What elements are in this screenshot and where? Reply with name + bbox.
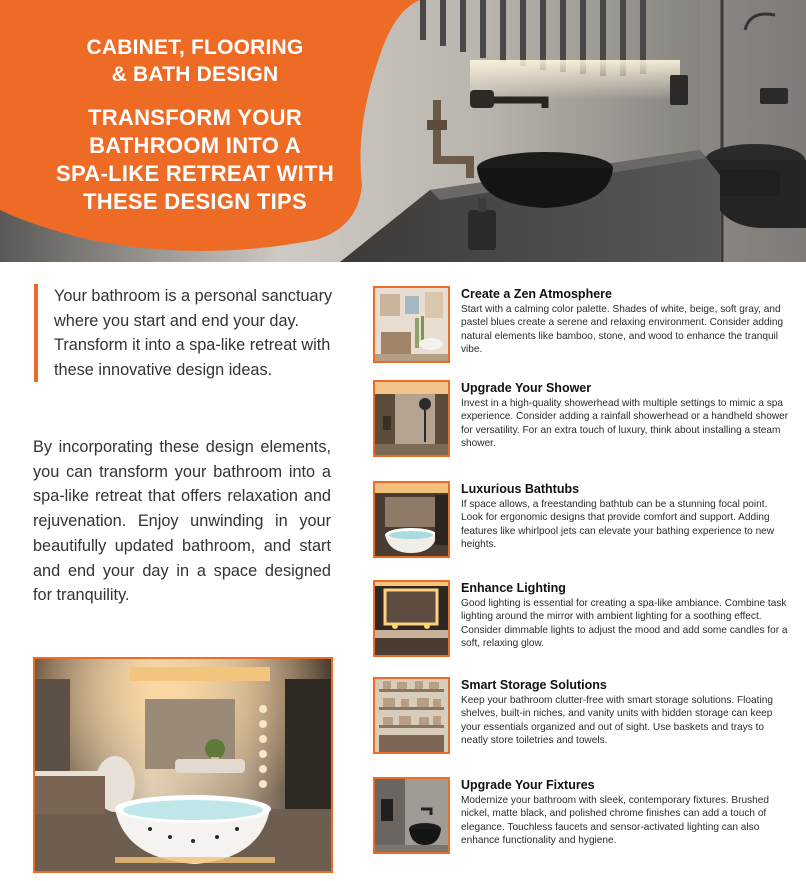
- tip-body: Good lighting is essential for creating a spa-like ambiance. Combine task lighting around the mirror with ambient lighting for a soothing effect. Consider dimmable lights to adjust the mood and add some candles for a soft, relaxing glow.: [461, 598, 788, 650]
- tip-title: Luxurious Bathtubs: [461, 482, 580, 496]
- tip-thumbnail-storage: [373, 677, 450, 754]
- hero-title: TRANSFORM YOUR BATHROOM INTO A SPA-LIKE RETREAT WITH THESE DESIGN TIPS: [55, 105, 335, 214]
- spa-bathroom-photo: [33, 657, 333, 873]
- tip-title: Smart Storage Solutions: [461, 678, 607, 692]
- intro-text: Your bathroom is a personal sanctuary where you start and end your day. Transform it into a spa-like retreat with these innovative design ideas.: [54, 287, 333, 379]
- summary-text: By incorporating these design elements, you can transform your bathroom into a spa-like retreat that offers relaxation and rejuvenation. Enjoy unwinding in your beautifully updated bathroom, and start and end your day in a space designed for tranquility.: [33, 438, 331, 605]
- tip-body: Modernize your bathroom with sleek, contemporary fixtures. Brushed nickel, matte black, and polished chrome finishes can add a touch of elegance. Touchless faucets and sensor-activated lighting can also enhance functionality and hygiene.: [461, 795, 769, 847]
- tip-thumbnail-shower: [373, 380, 450, 457]
- tip-body: Keep your bathroom clutter-free with smart storage solutions. Floating shelves, built-in niches, and vanity units with hidden storage can keep your essentials organized and out of sight. Use baskets and trays to neatly store toiletries and towels.: [461, 695, 773, 747]
- tip-title: Upgrade Your Shower: [461, 381, 592, 395]
- tip-thumbnail-zen: [373, 286, 450, 363]
- tip-title: Enhance Lighting: [461, 581, 566, 595]
- tip-title: Upgrade Your Fixtures: [461, 778, 595, 792]
- tip-title: Create a Zen Atmosphere: [461, 287, 612, 301]
- spa-bathroom-illustration: [35, 659, 331, 871]
- tip-thumbnail-bathtub: [373, 481, 450, 558]
- hero-text-block: [0, 0, 400, 262]
- tip-thumbnail-fixtures: [373, 777, 450, 854]
- tip-body: Invest in a high-quality showerhead with multiple settings to mimic a spa experience. Consider adding a rainfall showerhead or a handheld shower for versatility. For an extra touch of luxury, think about installing a steam shower.: [461, 398, 789, 450]
- tip-thumbnail-lighting: [373, 580, 450, 657]
- tip-body: Start with a calming color palette. Shades of white, beige, soft gray, and pastel blues create a serene and relaxing environment. Consider adding natural elements like bamboo, stone, and wood to enhance the tranquil vibe.: [461, 304, 784, 356]
- hero-banner: [0, 0, 806, 262]
- hero-kicker: CABINET, FLOORING & BATH DESIGN: [86, 36, 304, 86]
- tip-body: If space allows, a freestanding bathtub can be a stunning focal point. Look for ergonomic designs that provide comfort and support. Adding features like whirlpool jets can elevate your bathing experience to new heights.: [461, 499, 775, 551]
- intro-callout: [34, 284, 334, 382]
